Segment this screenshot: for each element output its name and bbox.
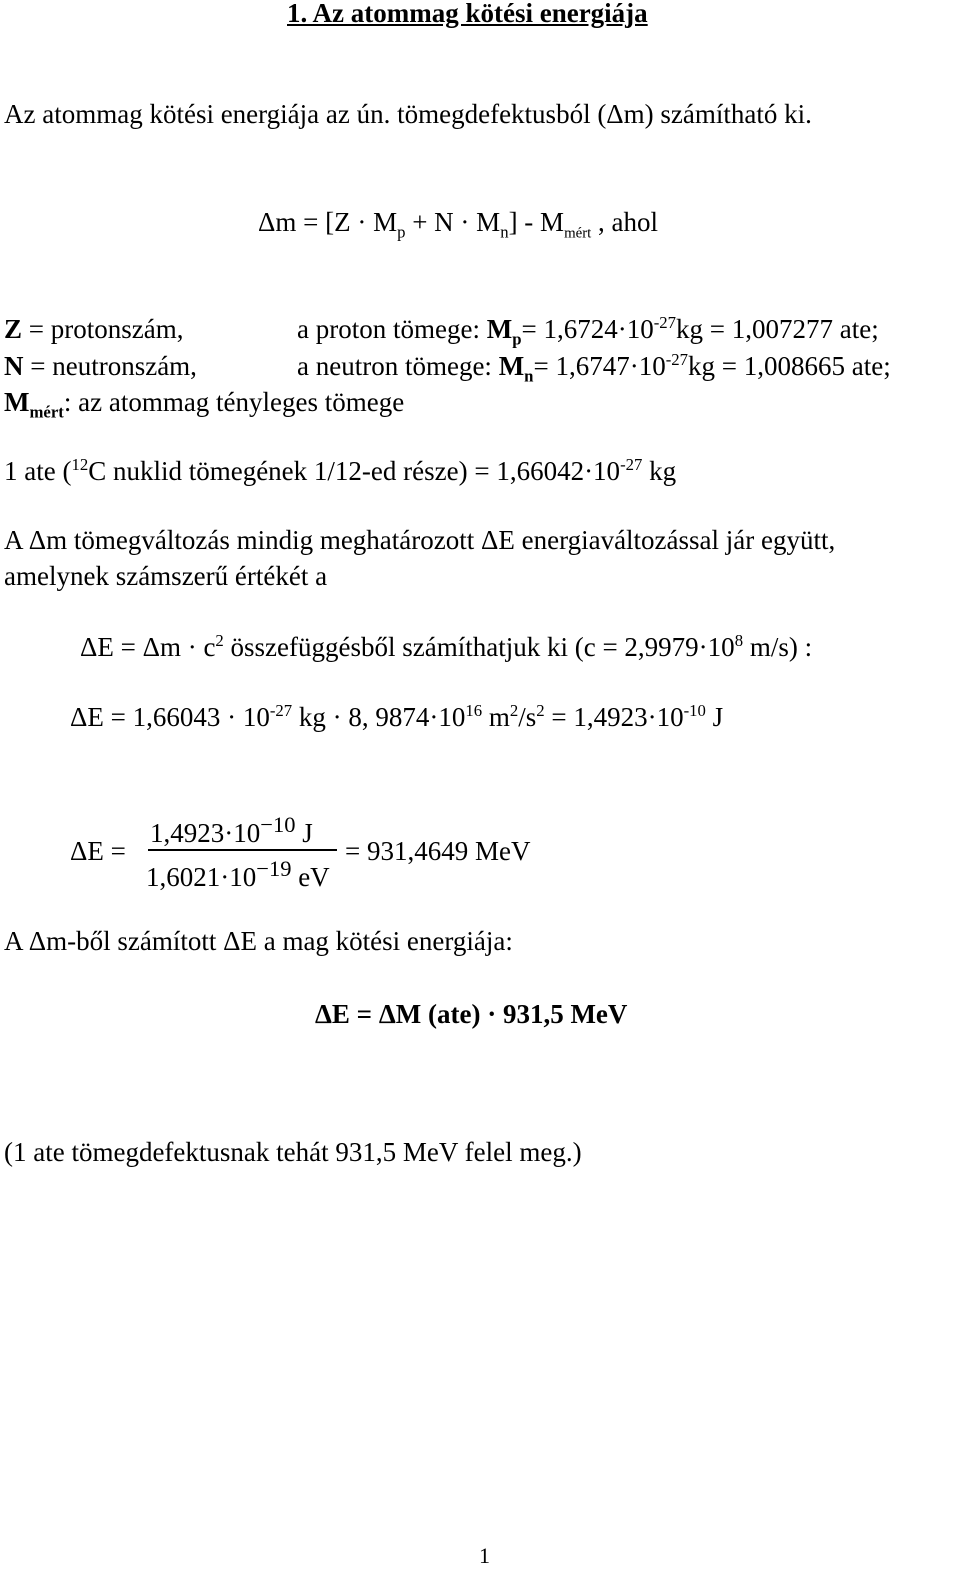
page-title: 1. Az atommag kötési energiája	[287, 0, 648, 28]
ate-definition: 1 ate ($^{12}$C nuklid tömegének 1/12-ed része) = $1,66042\cdot 10^{-27}$ kg	[4, 455, 677, 486]
fraction-lhs: ΔE =	[70, 836, 126, 866]
page-number: 1	[479, 1543, 490, 1568]
fraction-numerator: $1,4923\cdot 10^{-10}$ J	[150, 812, 313, 848]
fraction-rhs: = 931,4649 MeV	[345, 836, 531, 866]
fraction-bar	[148, 849, 337, 851]
definition-m: $M_{mért}$: az atommag tényleges tömege	[4, 387, 405, 422]
definition-z: Z = protonszám, a proton tömege: $M_p= 1,6724\cdot 10^{-27}kg = 1,007277$ ate;	[4, 313, 879, 349]
paragraph-line-1: A Δm tömegváltozás mindig meghatározott ΔE energiaváltozással jár együtt,	[4, 525, 836, 555]
mass-defect-formula: $\Delta m = [Z \cdot M_p + N \cdot M_n] - M_{mért}$ , ahol	[258, 207, 659, 242]
energy-formula: $\Delta E = \Delta m \cdot c^2$ összefüggésből számíthatjuk ki ($c = 2,9979\cdot 10^8$ m/s) :	[80, 631, 813, 662]
paragraph-line-2: amelynek számszerű értékét a	[4, 561, 328, 591]
definition-n: N = neutronszám, a neutron tömege: $M_n= 1,6747\cdot 10^{-27}kg = 1,008665$ ate;	[4, 350, 891, 386]
energy-calculation: $\Delta E = 1,66043 \cdot 10^{-27}$ kg · 8, $9874\cdot 10^{16}$ $m^2/s^2 = 1,4923\cdot 10^{-10}$ J	[70, 701, 724, 732]
fraction-denominator: $1,6021\cdot 10^{-19}$ eV	[146, 856, 330, 892]
closing-note: (1 ate tömegdefektusnak tehát 931,5 MeV felel meg.)	[4, 1137, 582, 1167]
final-formula: ΔE = ΔM (ate) · 931,5 MeV	[315, 999, 628, 1029]
binding-energy-text: A Δm-ből számított ΔE a mag kötési energiája:	[4, 926, 513, 956]
intro-text: Az atommag kötési energiája az ún. tömegdefektusból (Δm) számítható ki.	[4, 99, 812, 129]
